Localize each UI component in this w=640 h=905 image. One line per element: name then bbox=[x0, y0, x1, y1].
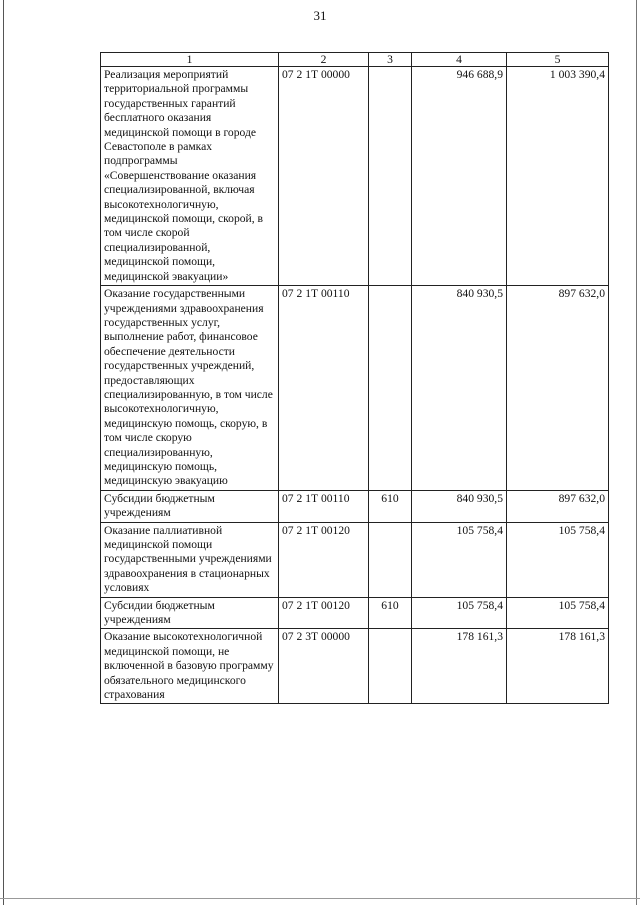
row-expense-type bbox=[369, 67, 412, 286]
page-bottom-edge bbox=[0, 898, 640, 899]
budget-table bbox=[100, 52, 609, 704]
row-code: 07 2 3Т 00000 bbox=[279, 629, 369, 704]
header-col-2: 2 bbox=[279, 53, 369, 67]
row-code: 07 2 1Т 00120 bbox=[279, 597, 369, 629]
row-sum-2: 178 161,3 bbox=[507, 629, 609, 704]
table-row bbox=[101, 490, 609, 522]
table-header-row bbox=[101, 53, 609, 67]
table-row bbox=[101, 67, 609, 286]
row-name: Оказание паллиативной медицинской помощи государственными учреждениями здравоохранения в стационарных условиях bbox=[101, 522, 279, 597]
header-col-4: 4 bbox=[412, 53, 507, 67]
header-col-5: 5 bbox=[507, 53, 609, 67]
page-right-edge bbox=[636, 0, 637, 905]
header-col-1: 1 bbox=[101, 53, 279, 67]
row-code: 07 2 1Т 00110 bbox=[279, 490, 369, 522]
page-number: 31 bbox=[313, 8, 327, 23]
row-sum-2: 1 003 390,4 bbox=[507, 67, 609, 286]
table-row bbox=[101, 597, 609, 629]
row-expense-type bbox=[369, 522, 412, 597]
table-row bbox=[101, 522, 609, 597]
header-col-3: 3 bbox=[369, 53, 412, 67]
row-code: 07 2 1Т 00000 bbox=[279, 67, 369, 286]
row-code: 07 2 1Т 00120 bbox=[279, 522, 369, 597]
row-expense-type bbox=[369, 286, 412, 491]
row-sum-2: 105 758,4 bbox=[507, 522, 609, 597]
row-sum-1: 946 688,9 bbox=[412, 67, 507, 286]
row-name: Оказание государственными учреждениями здравоохранения государственных услуг, выполнение работ, финансовое обеспечение деятельности государственных учреждений, предоставляющих специализированную, в том числе высокотехнологичную, медицинскую помощь, скорую, в том числе скорую специализированную, медицинскую помощь, медицинскую эвакуацию bbox=[101, 286, 279, 491]
page-left-edge bbox=[3, 0, 4, 905]
row-sum-1: 178 161,3 bbox=[412, 629, 507, 704]
row-sum-1: 840 930,5 bbox=[412, 286, 507, 491]
row-name: Реализация мероприятий территориальной программы государственных гарантий бесплатного оказания медицинской помощи в городе Севастополе в рамках подпрограммы «Совершенствование оказания специализированной, включая высокотехнологичную, медицинской помощи, скорой, в том числе скорой специализированной, медицинской помощи, медицинской эвакуации» bbox=[101, 67, 279, 286]
row-expense-type bbox=[369, 629, 412, 704]
row-name: Субсидии бюджетным учреждениям bbox=[101, 597, 279, 629]
row-sum-1: 105 758,4 bbox=[412, 597, 507, 629]
row-name: Субсидии бюджетным учреждениям bbox=[101, 490, 279, 522]
row-expense-type: 610 bbox=[369, 597, 412, 629]
row-sum-2: 105 758,4 bbox=[507, 597, 609, 629]
row-sum-1: 840 930,5 bbox=[412, 490, 507, 522]
table-row bbox=[101, 629, 609, 704]
row-code: 07 2 1Т 00110 bbox=[279, 286, 369, 491]
row-sum-2: 897 632,0 bbox=[507, 490, 609, 522]
table-row bbox=[101, 286, 609, 491]
row-expense-type: 610 bbox=[369, 490, 412, 522]
row-name: Оказание высокотехнологичной медицинской помощи, не включенной в базовую программу обязательного медицинского страхования bbox=[101, 629, 279, 704]
row-sum-1: 105 758,4 bbox=[412, 522, 507, 597]
row-sum-2: 897 632,0 bbox=[507, 286, 609, 491]
